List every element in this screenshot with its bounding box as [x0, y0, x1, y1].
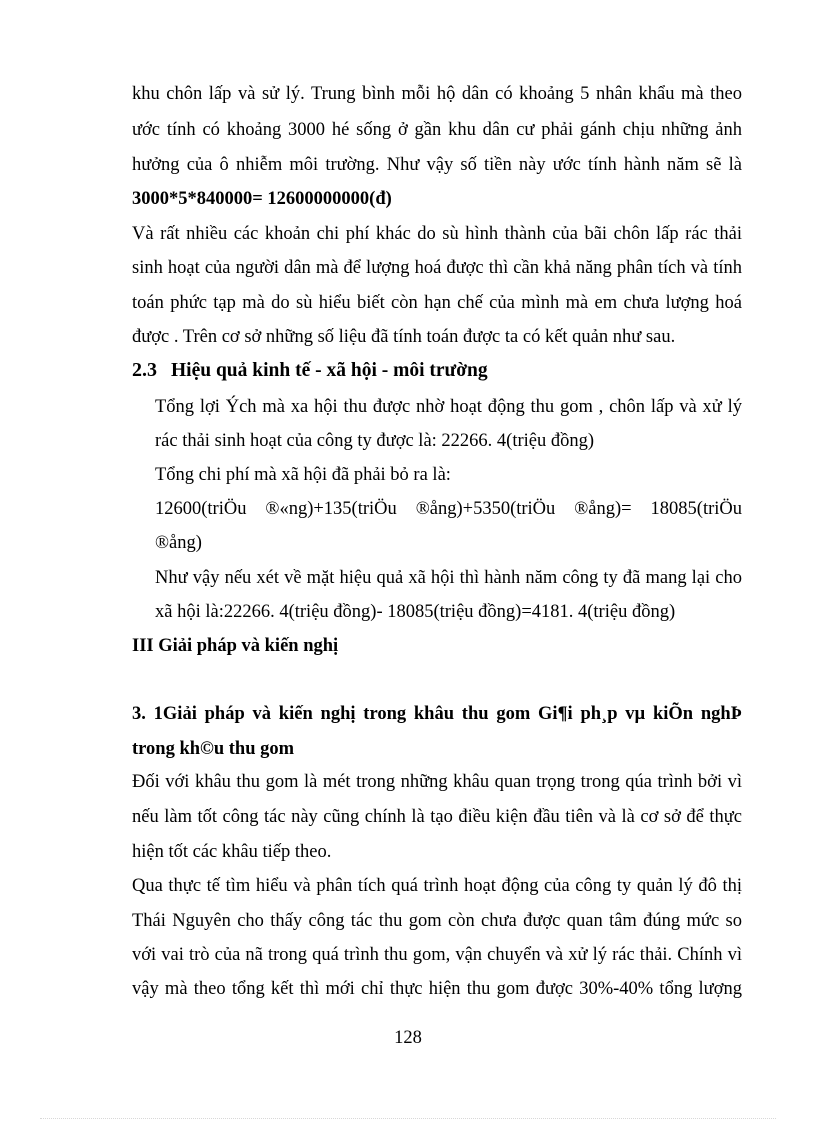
section-3-1-p2-line3: với vai trò của nã trong quá trình thu gom, vận chuyển và xử lý rác thải. Chính vì — [132, 945, 742, 965]
section-2-3-line2: rác thải sinh hoạt của công ty được là: 22266. 4(triệu đồng) — [155, 431, 595, 451]
section-3-1-p1-line3: hiện tốt các khâu tiếp theo. — [132, 842, 332, 862]
section-2-3-line1: Tổng lợi Ých mà xa hội thu được nhờ hoạt động thu gom , chôn lấp và xử lý — [155, 397, 742, 417]
section-2-3-line7: xã hội là:22266. 4(triệu đồng)- 18085(triệu đồng)=4181. 4(triệu đồng) — [155, 602, 676, 622]
page-bottom-divider — [40, 1118, 776, 1119]
paragraph2-line1: Và rất nhiều các khoản chi phí khác do sù hình thành của bãi chôn lấp rác thải — [132, 224, 742, 244]
paragraph2-line2: sinh hoạt của người dân mà để lượng hoá được thì cần khả năng phân tích và tính — [132, 258, 742, 278]
page-number: 128 — [394, 1028, 422, 1048]
section-2-3-line4: 12600(triÖu ®«ng)+135(triÖu ®ång)+5350(triÖu ®ång)= 18085(triÖu — [155, 499, 742, 519]
paragraph1-line1: khu chôn lấp và sử lý. Trung bình mỗi hộ dân có khoảng 5 nhân khẩu mà theo — [132, 84, 742, 104]
section-3-1-heading-line1: 3. 1Giải pháp và kiến nghị trong khâu thu gom Gi¶i ph¸p vµ kiÕn nghÞ — [132, 704, 742, 724]
section-2-3-line6: Như vậy nếu xét về mặt hiệu quả xã hội thì hành năm công ty đã mang lại cho — [155, 568, 742, 588]
paragraph2-line4: được . Trên cơ sở những số liệu đã tính toán được ta có kết quản như sau. — [132, 327, 676, 347]
section-3-1-heading-line2: trong kh©u thu gom — [132, 739, 295, 759]
section-2-3-heading — [132, 358, 742, 383]
section-3-1-p1-line1: Đối với khâu thu gom là mét trong những khâu quan trọng trong qúa trình bởi vì — [132, 772, 742, 792]
section-2-3-line5: ®ång) — [155, 533, 202, 553]
paragraph1-line2: ước tính có khoảng 3000 hé sống ở gần khu dân cư phải gánh chịu những ảnh — [132, 120, 742, 140]
section-3-1-p2-line2: Thái Nguyên cho thấy công tác thu gom còn chưa được quan tâm đúng mức so — [132, 911, 742, 931]
paragraph2-line3: toán phức tạp mà do sù hiểu biết còn hạn chế của mình mà em chưa lượng hoá — [132, 293, 742, 313]
cost-formula: 3000*5*840000= 12600000000(đ) — [132, 189, 392, 209]
section-3-1-p2-line1: Qua thực tế tìm hiểu và phân tích quá trình hoạt động của công ty quản lý đô thị — [132, 876, 742, 896]
section-III-heading: III Giải pháp và kiến nghị — [132, 636, 339, 656]
section-2-3-line3: Tổng chi phí mà xã hội đã phải bỏ ra là: — [155, 465, 451, 485]
section-2-3-number: 2.3 — [132, 359, 157, 381]
section-3-1-p2-line4: vậy mà theo tổng kết thì mới chỉ thực hiện thu gom được 30%-40% tổng lượng — [132, 979, 742, 999]
section-3-1-p1-line2: nếu làm tốt công tác này cũng chính là tạo điều kiện đầu tiên và là cơ sở để thực — [132, 807, 742, 827]
paragraph1-line3: hưởng của ô nhiễm môi trường. Như vậy số tiền này ước tính hành năm sẽ là — [132, 155, 742, 175]
section-2-3-title: Hiệu quả kinh tế - xã hội - môi trường — [171, 360, 488, 381]
